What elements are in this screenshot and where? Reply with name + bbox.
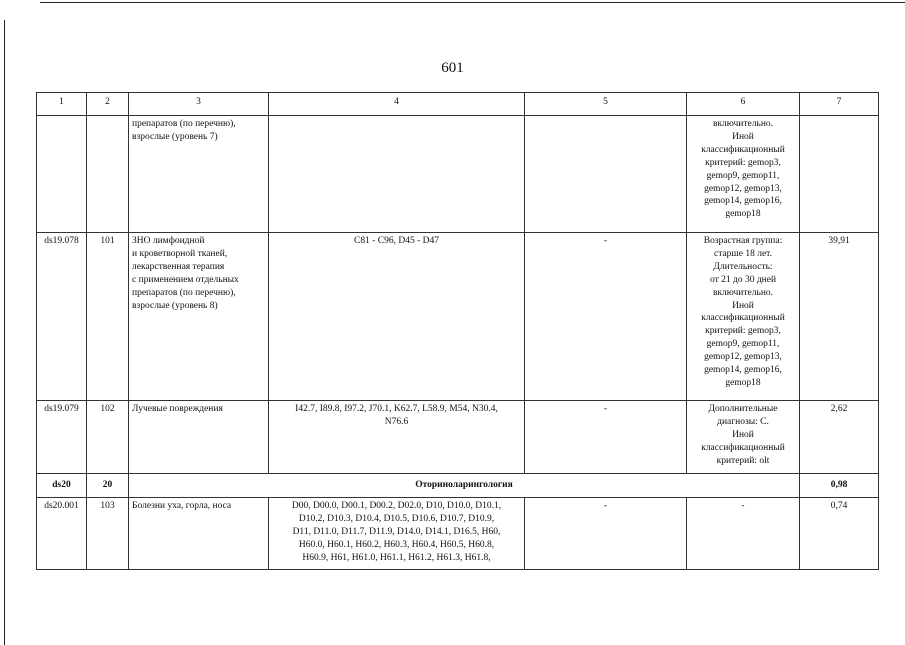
criteria-line: диагнозы: C. (717, 416, 769, 427)
column-header: 1 (37, 93, 87, 116)
column5-cell: - (525, 497, 687, 569)
criteria-line: gemop9, gemop11, (706, 170, 780, 181)
name-line: взрослые (уровень 7) (132, 131, 218, 142)
criteria-line: gemop18 (725, 377, 761, 388)
name-line: лекарственная терапия (132, 261, 225, 272)
criteria-line: классификационный (701, 442, 785, 453)
criteria-cell (687, 401, 800, 474)
column5-cell: - (525, 233, 687, 401)
criteria-line: gemop9, gemop11, (706, 339, 780, 350)
diagnoses-line: N76.6 (384, 416, 409, 427)
name-line: Болезни уха, горла, носа (132, 500, 232, 511)
criteria-line: Дополнительные (708, 404, 778, 414)
number-cell: 102 (87, 401, 129, 474)
criteria-line: gemop18 (725, 209, 761, 220)
diagnoses-line: D11, D11.0, D11.7, D11.9, D14.0, D14.1, D16.5, H60, (292, 526, 501, 537)
name-cell (129, 497, 269, 569)
diagnoses-cell (269, 116, 525, 233)
name-line: препаратов (по перечню), (132, 119, 236, 129)
name-line: препаратов (по перечню), (132, 287, 236, 298)
diagnoses-line: D10.2, D10.3, D10.4, D10.5, D10.6, D10.7, D10.9, (298, 513, 495, 524)
criteria-line: gemop14, gemop16, (704, 196, 782, 207)
criteria-line: критерий: olt (716, 455, 770, 466)
criteria-cell (687, 233, 800, 401)
name-cell (129, 401, 269, 474)
name-line: с применением отдельных (132, 274, 239, 285)
section-title: Оториноларингология (129, 474, 800, 498)
criteria-line: gemop12, gemop13, (704, 183, 782, 194)
diagnoses-line: I42.7, I89.8, I97.2, J70.1, K62.7, L58.9, M54, N30.4, (295, 404, 498, 414)
diagnoses-cell (269, 233, 525, 401)
scan-left-edge (4, 20, 5, 645)
criteria-line: включительно. (712, 287, 774, 298)
section-code-cell: ds20 (37, 474, 87, 498)
column-header: 3 (129, 93, 269, 116)
number-cell: 103 (87, 497, 129, 569)
table-row (37, 233, 879, 401)
criteria-line: - (741, 500, 745, 511)
column-header: 5 (525, 93, 687, 116)
diagnoses-line: H60.9, H61, H61.0, H61.1, H61.2, H61.3, H61.8, (302, 552, 491, 563)
name-line: взрослые (уровень 8) (132, 300, 218, 311)
column-header: 6 (687, 93, 800, 116)
criteria-line: Иной (732, 131, 754, 142)
tariff-table (36, 92, 879, 570)
section-coefficient-cell: 0,98 (800, 474, 879, 498)
name-line: ЗНО лимфоидной (132, 236, 205, 246)
column5-cell: - (525, 401, 687, 474)
code-cell: ds19.079 (37, 401, 87, 474)
diagnoses-cell (269, 401, 525, 474)
name-cell (129, 233, 269, 401)
code-cell (37, 116, 87, 233)
criteria-line: классификационный (701, 313, 785, 324)
coefficient-cell: 2,62 (800, 401, 879, 474)
column-header: 4 (269, 93, 525, 116)
table-row (37, 116, 879, 233)
diagnoses-cell (269, 497, 525, 569)
criteria-line: Длительность: (713, 261, 773, 272)
number-cell: 101 (87, 233, 129, 401)
table-header-row (37, 93, 879, 116)
diagnoses-line: D00, D00.0, D00.1, D00.2, D02.0, D10, D10.0, D10.1, (291, 500, 502, 511)
code-cell: ds20.001 (37, 497, 87, 569)
diagnoses-line: C81 - C96, D45 - D47 (354, 236, 439, 246)
name-cell (129, 116, 269, 233)
criteria-line: классификационный (701, 144, 785, 155)
code-cell: ds19.078 (37, 233, 87, 401)
diagnoses-line: H60.0, H60.1, H60.2, H60.3, H60.4, H60.5, H60.8, (298, 539, 495, 550)
coefficient-cell: 0,74 (800, 497, 879, 569)
criteria-line: включительно. (712, 119, 774, 129)
section-number-cell: 20 (87, 474, 129, 498)
coefficient-cell (800, 116, 879, 233)
criteria-line: от 21 до 30 дней (709, 274, 777, 285)
table-row (37, 497, 879, 569)
criteria-line: gemop12, gemop13, (704, 352, 782, 363)
criteria-line: критерий: gemop3, (705, 157, 781, 168)
scan-top-edge (40, 2, 905, 3)
name-line: и кроветворной тканей, (132, 248, 228, 259)
criteria-line: Возрастная группа: (703, 236, 783, 246)
number-cell (87, 116, 129, 233)
table-row (37, 401, 879, 474)
criteria-line: Иной (732, 429, 754, 440)
coefficient-cell: 39,91 (800, 233, 879, 401)
column5-cell (525, 116, 687, 233)
page-number: 601 (441, 60, 464, 76)
criteria-line: gemop14, gemop16, (704, 365, 782, 376)
criteria-line: Иной (732, 300, 754, 311)
criteria-cell (687, 497, 800, 569)
criteria-line: старше 18 лет. (713, 248, 772, 259)
section-row (37, 474, 879, 498)
column-header: 7 (800, 93, 879, 116)
column-header: 2 (87, 93, 129, 116)
criteria-cell (687, 116, 800, 233)
criteria-line: критерий: gemop3, (705, 326, 781, 337)
name-line: Лучевые повреждения (132, 404, 223, 414)
